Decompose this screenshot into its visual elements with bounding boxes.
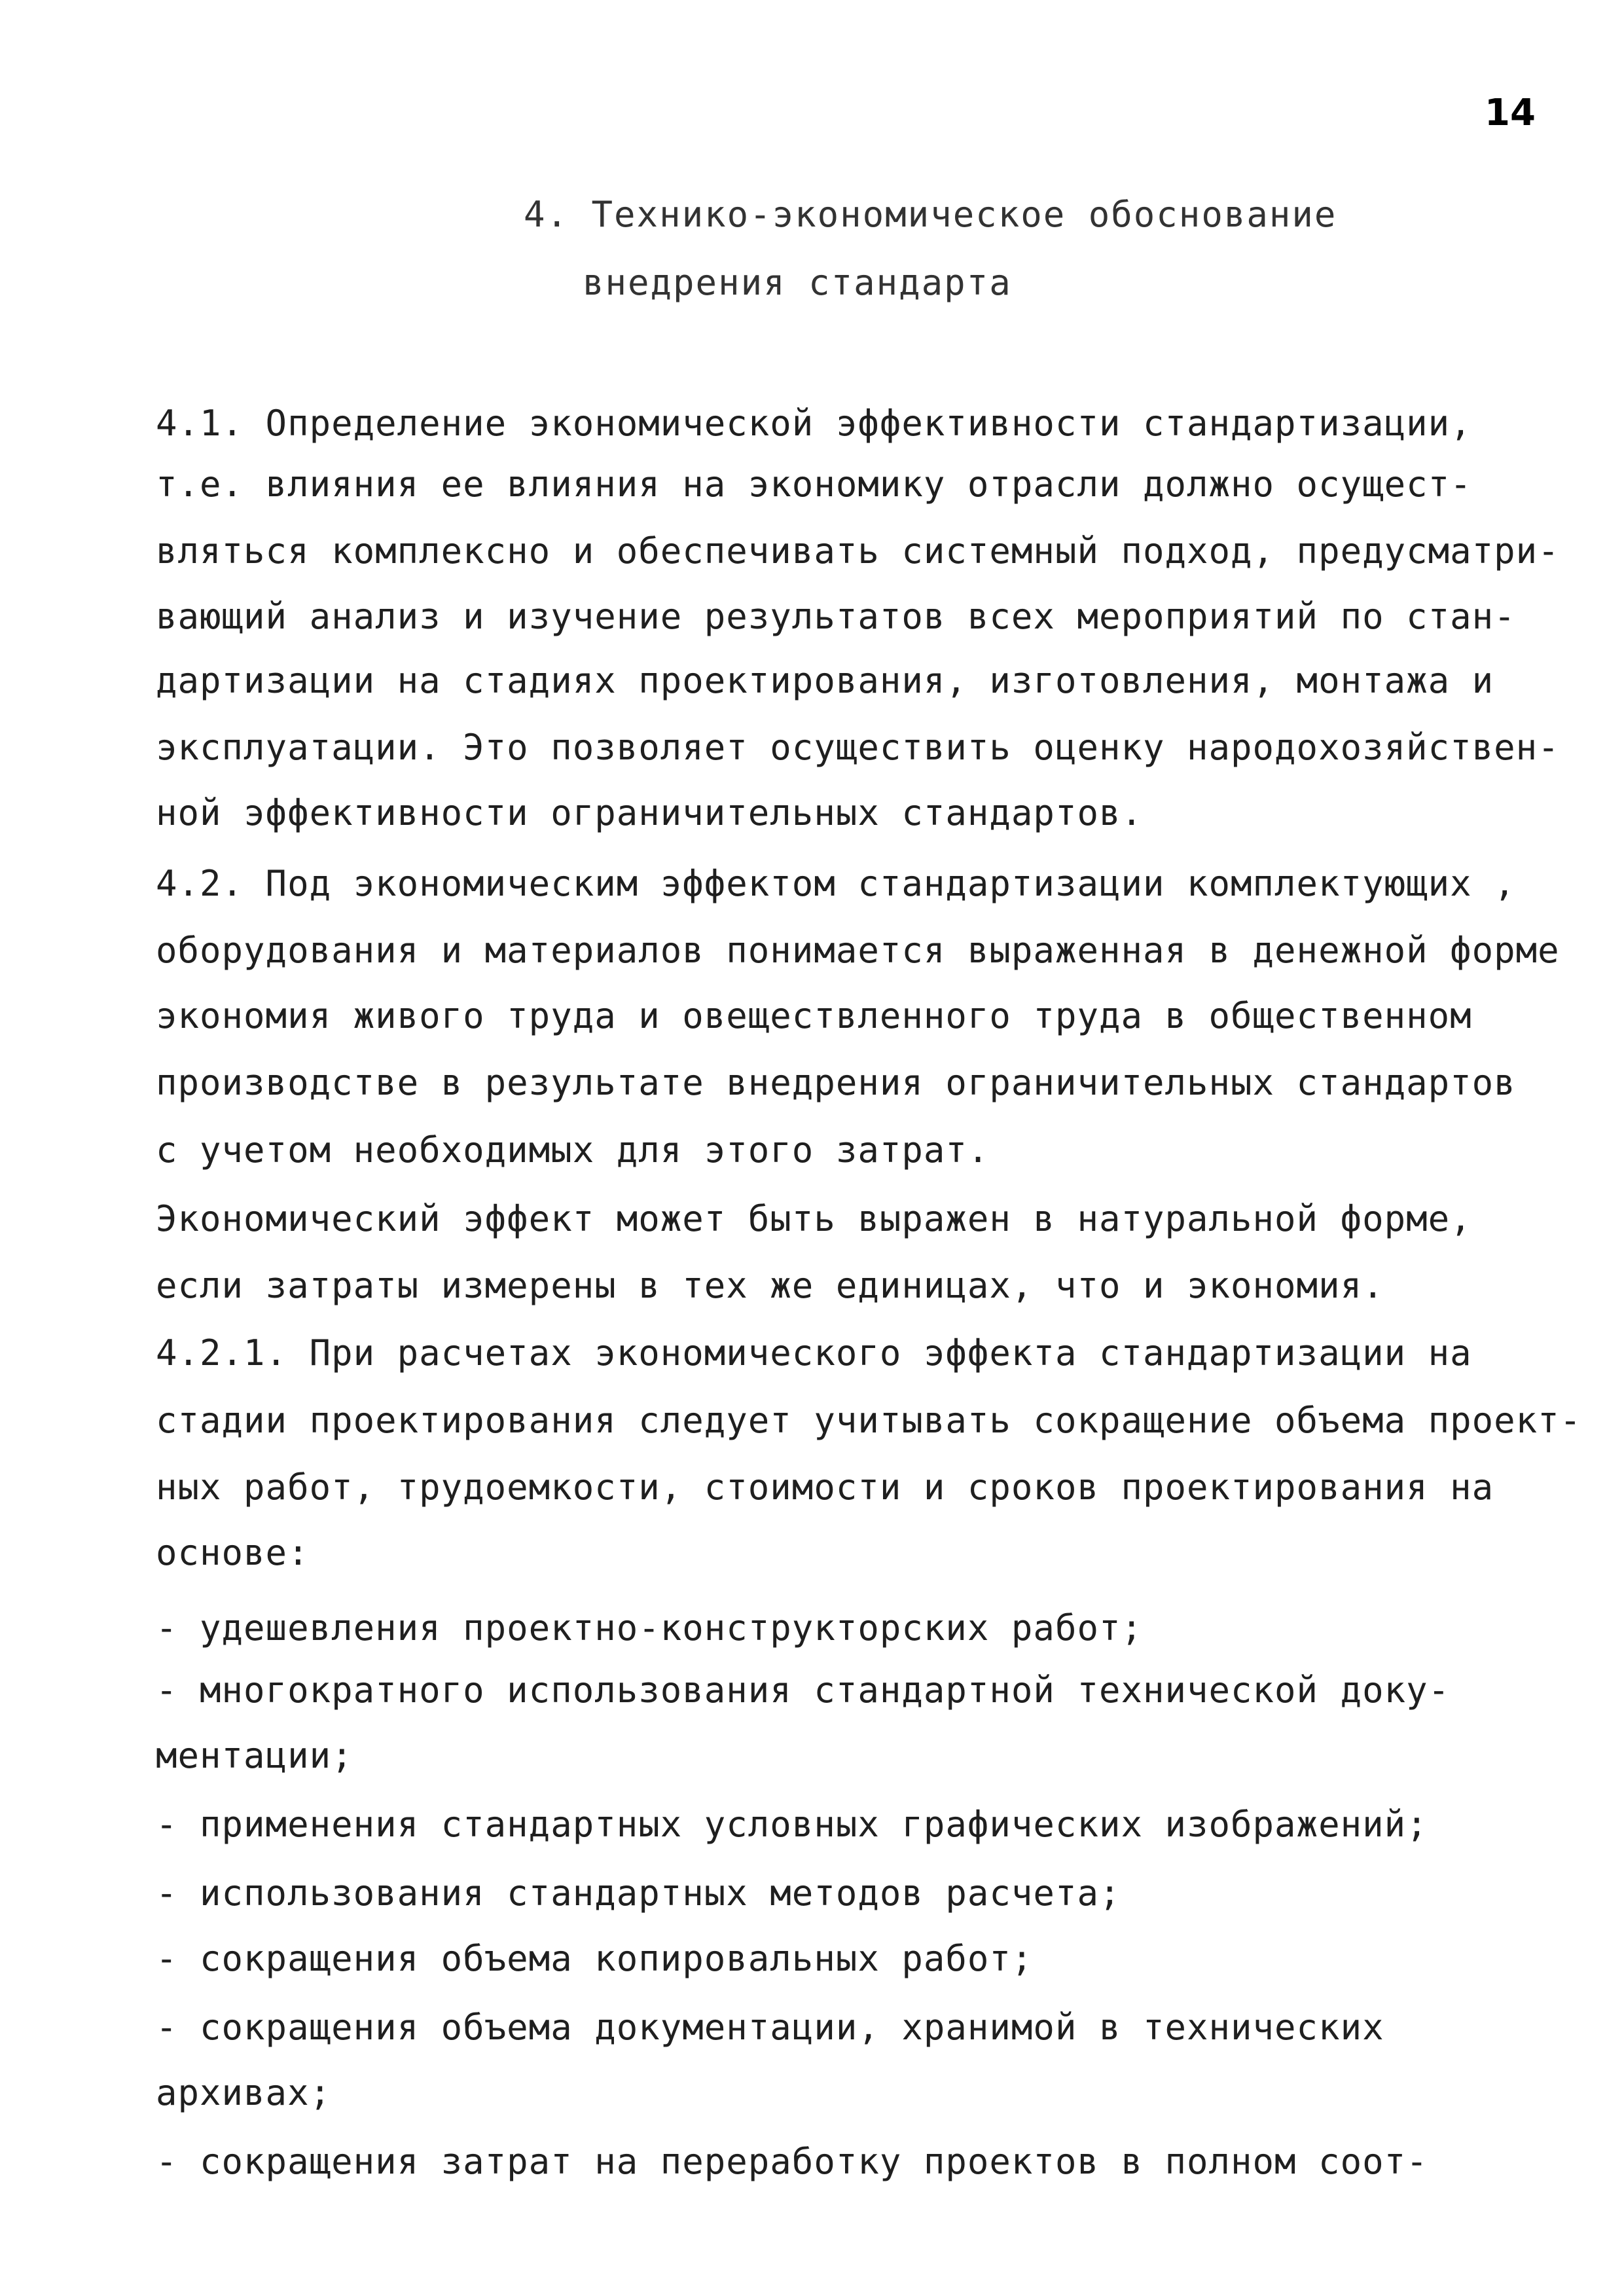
text-line: ных работ, трудоемкости, стоимости и сроков проектирования на <box>156 1467 1494 1508</box>
text-line: 4.2. Под экономическим эффектом стандартизации комплектующих , <box>156 863 1516 904</box>
section-heading-line: 4. Технико-экономическое обоснование <box>524 194 1337 235</box>
text-line: 4.1. Определение экономической эффективности стандартизации, <box>156 403 1472 444</box>
text-line: стадии проектирования следует учитывать сокращение объема проект- <box>156 1400 1582 1441</box>
text-line: производстве в результате внедрения ограничительных стандартов <box>156 1062 1516 1103</box>
text-line: - многократного использования стандартной технической доку- <box>156 1669 1451 1711</box>
text-line: эксплуатации. Это позволяет осуществить оценку народохозяйствен- <box>156 727 1560 768</box>
text-line: - сокращения объема документации, хранимой в технических <box>156 2007 1384 2048</box>
text-line: ной эффективности ограничительных стандартов. <box>156 792 1143 833</box>
text-line: 4.2.1. При расчетах экономического эффекта стандартизации на <box>156 1332 1472 1374</box>
text-line: - сокращения объема копировальных работ; <box>156 1938 1034 1979</box>
text-line: архивах; <box>156 2072 332 2113</box>
text-line: - удешевления проектно-конструкторских работ; <box>156 1607 1143 1649</box>
text-line: - применения стандартных условных графических изображений; <box>156 1804 1428 1845</box>
text-line: дартизации на стадиях проектирования, изготовления, монтажа и <box>156 660 1494 701</box>
text-line: основе: <box>156 1532 310 1573</box>
text-line: с учетом необходимых для этого затрат. <box>156 1129 990 1171</box>
text-line: оборудования и материалов понимается выраженная в денежной форме <box>156 930 1560 971</box>
text-line: вляться комплексно и обеспечивать системный подход, предусматри- <box>156 530 1560 572</box>
text-line: если затраты измерены в тех же единицах, что и экономия. <box>156 1265 1384 1306</box>
text-line: - использования стандартных методов расчета; <box>156 1872 1121 1914</box>
text-line: экономия живого труда и овеществленного труда в общественном <box>156 995 1472 1036</box>
text-line: ментации; <box>156 1735 353 1776</box>
page-number: 14 <box>1485 92 1536 134</box>
text-line: т.е. влияния ее влияния на экономику отрасли должно осущест- <box>156 464 1472 505</box>
text-line: Экономический эффект может быть выражен в натуральной форме, <box>156 1198 1472 1239</box>
text-line: - сокращения затрат на переработку проектов в полном соот- <box>156 2141 1428 2182</box>
text-line: вающий анализ и изучение результатов всех мероприятий по стан- <box>156 596 1516 637</box>
section-heading-line: внедрения стандарта <box>583 262 1012 303</box>
